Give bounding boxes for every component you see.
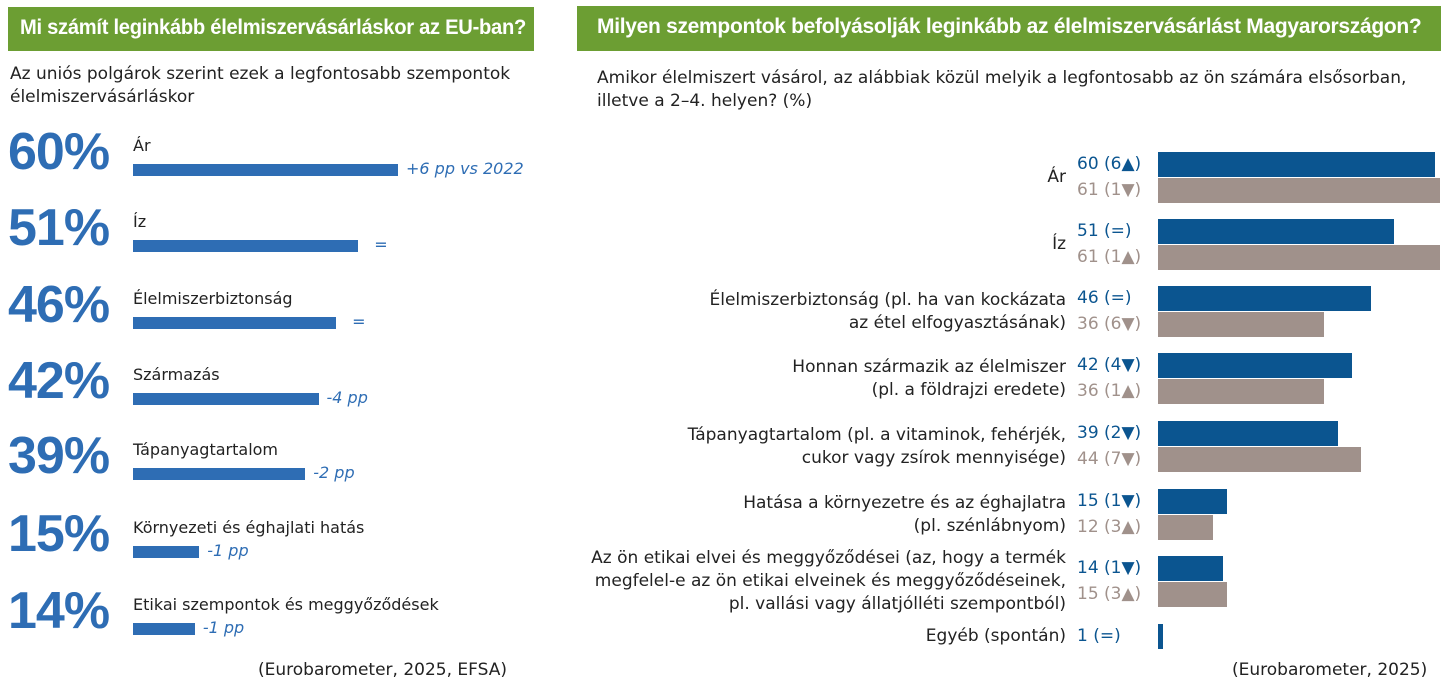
change-label: -4 pp — [326, 388, 368, 407]
value-label: 60% — [8, 123, 110, 181]
category-label-line: Íz — [1052, 234, 1066, 254]
bar-first — [1158, 624, 1163, 649]
value-label-first: 1 (=) — [1077, 626, 1121, 646]
value-label-first: 15 (1▼) — [1077, 491, 1142, 511]
category-label-line: az étel elfogyasztásának) — [848, 312, 1066, 333]
category-label — [926, 625, 1066, 648]
category-label — [710, 289, 1067, 335]
bar-first — [1158, 353, 1352, 378]
value-label-first: 60 (6▲) — [1077, 154, 1142, 174]
bar-first — [1158, 152, 1435, 177]
category-label: Ár — [133, 136, 151, 155]
right-panel-title-text: Milyen szempontok befolyásolják leginkább az élelmiszervásárlást Magyarországon? — [597, 15, 1422, 38]
bar — [133, 317, 336, 329]
bar — [133, 393, 319, 405]
category-label-line: Ár — [1047, 167, 1066, 187]
category-label-line: Élelmiszerbiztonság (pl. ha van kockázata — [709, 289, 1066, 310]
right-panel-subtitle: Amikor élelmiszert vásárol, az alábbiak közül melyik a legfontosabb az ön számára elsősorban, illetve a 2–4. helyen? (%) — [597, 68, 1407, 111]
bar-first — [1158, 219, 1394, 244]
category-label — [1052, 233, 1066, 256]
value-label-first: 39 (2▼) — [1077, 423, 1142, 443]
value-label: 14% — [8, 582, 110, 640]
bar-first — [1158, 421, 1338, 446]
value-label-second: 36 (1▲) — [1077, 381, 1142, 401]
value-label-second: 36 (6▼) — [1077, 314, 1142, 334]
bar-second — [1158, 447, 1361, 472]
left-panel-title — [8, 7, 534, 51]
change-label: = — [352, 312, 366, 331]
category-label: Íz — [133, 212, 147, 231]
value-label: 15% — [8, 505, 110, 563]
category-label-line: pl. vallási vagy állatjólléti szempontból) — [728, 594, 1066, 614]
value-label: 42% — [8, 352, 110, 410]
category-label-line: Egyéb (spontán) — [925, 626, 1066, 646]
right-panel-title — [577, 6, 1441, 51]
bar-second — [1158, 515, 1213, 540]
category-label: Élelmiszerbiztonság — [133, 289, 293, 308]
bar — [133, 468, 305, 480]
value-label-second: 61 (1▲) — [1077, 247, 1142, 267]
value-label-first: 14 (1▼) — [1077, 558, 1142, 578]
change-label: -1 pp — [202, 618, 245, 637]
value-label-first: 46 (=) — [1077, 288, 1132, 308]
category-label: Környezeti és éghajlati hatás — [133, 518, 365, 537]
change-label: -1 pp — [207, 541, 249, 560]
bar — [133, 240, 358, 252]
right-source: (Eurobarometer, 2025) — [1232, 660, 1428, 680]
category-label — [1047, 166, 1066, 189]
bar-second — [1158, 582, 1227, 607]
category-label-line: (pl. szénlábnyom) — [913, 515, 1066, 536]
left-panel-subtitle: Az uniós polgárok szerint ezek a legfontosabb szempontok élelmiszervásárláskor — [10, 64, 511, 107]
left-source: (Eurobarometer, 2025, EFSA) — [258, 660, 507, 680]
value-label: 51% — [8, 199, 110, 257]
change-label: +6 pp vs 2022 — [406, 159, 524, 178]
category-label-line: (pl. a földrajzi eredete) — [871, 379, 1066, 400]
category-label: Származás — [133, 365, 220, 384]
bar-first — [1158, 556, 1223, 581]
category-label — [688, 424, 1066, 470]
bar-second — [1158, 312, 1324, 337]
bar — [133, 164, 398, 176]
value-label-first: 42 (4▼) — [1077, 355, 1142, 375]
change-label: -2 pp — [313, 463, 355, 482]
category-label-line: cukor vagy zsírok mennyisége) — [801, 447, 1066, 468]
category-label: Tápanyagtartalom — [133, 440, 279, 459]
bar-first — [1158, 286, 1371, 311]
value-label: 39% — [8, 427, 110, 485]
category-label-line: Tápanyagtartalom (pl. a vitaminok, fehérjék, — [687, 424, 1066, 445]
category-label-line: Az ön etikai elvei és meggyőződései (az, hogy a termék — [591, 548, 1066, 568]
bar — [133, 546, 199, 558]
value-label: 46% — [8, 276, 110, 334]
bar-second — [1158, 379, 1324, 404]
left-panel-title-text: Mi számít leginkább élelmiszervásárláskor az EU-ban? — [20, 16, 526, 39]
category-label — [591, 547, 1066, 616]
category-label: Etikai szempontok és meggyőződések — [133, 595, 439, 614]
value-label-first: 51 (=) — [1077, 221, 1132, 241]
category-label-line: Hatása a környezetre és az éghajlatra — [743, 492, 1066, 513]
value-label-second: 61 (1▼) — [1077, 180, 1142, 200]
change-label: = — [374, 235, 388, 254]
bar-first — [1158, 489, 1227, 514]
category-label — [743, 492, 1066, 538]
bar — [133, 623, 195, 635]
value-label-second: 44 (7▼) — [1077, 449, 1142, 469]
bar-second — [1158, 245, 1440, 270]
value-label-second: 12 (3▲) — [1077, 517, 1142, 537]
category-label-line: megfelel-e az ön etikai elveinek és meggyőződéseinek, — [594, 571, 1066, 591]
category-label — [792, 356, 1066, 402]
bar-second — [1158, 178, 1440, 203]
value-label-second: 15 (3▲) — [1077, 584, 1142, 604]
category-label-line: Honnan származik az élelmiszer — [792, 356, 1066, 377]
